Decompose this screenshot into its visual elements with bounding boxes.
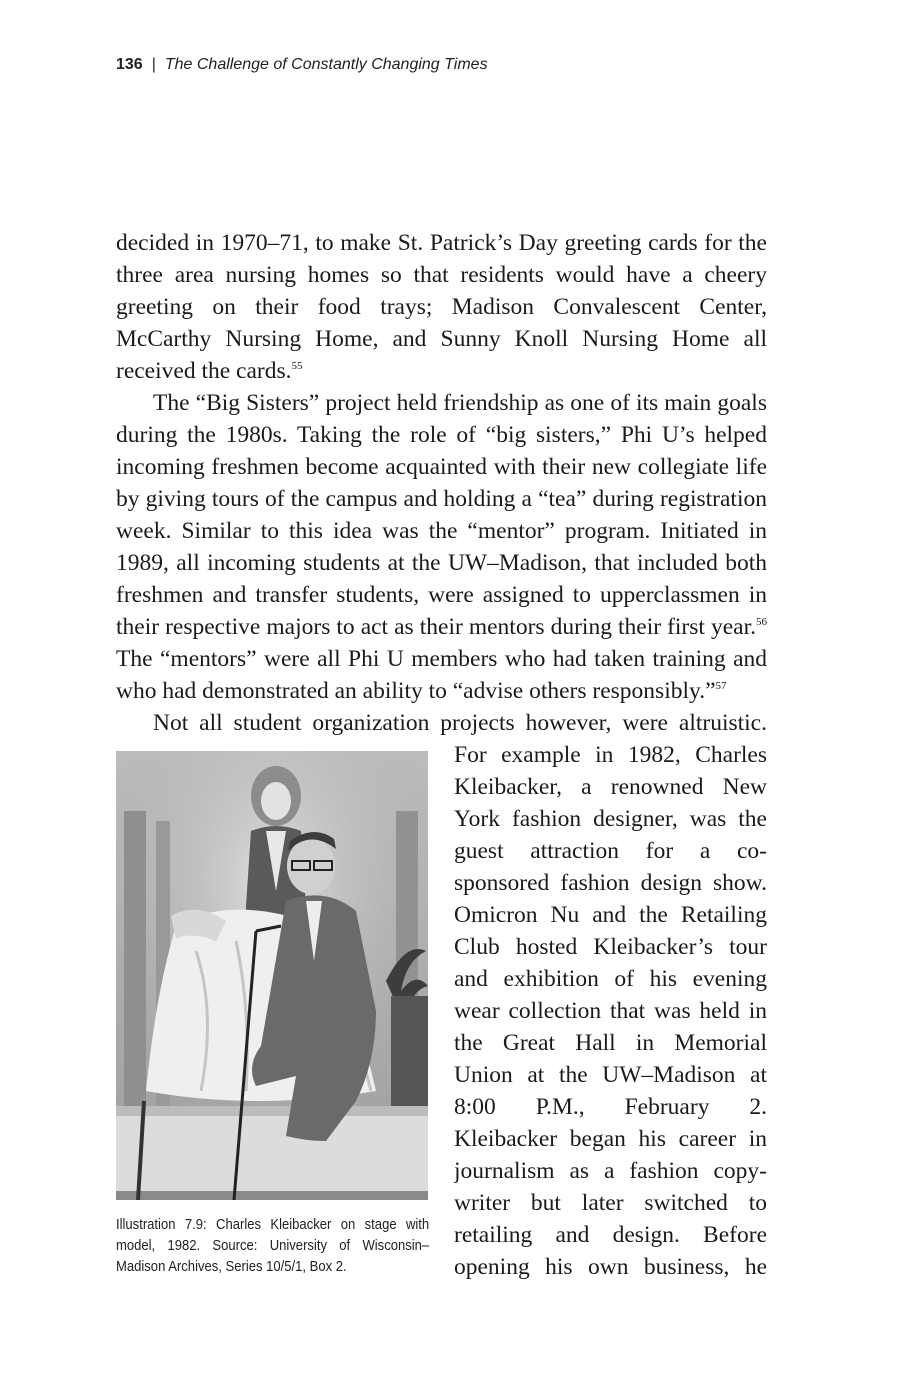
para3-col-line-14: journalism as a fashion copy- bbox=[454, 1158, 767, 1184]
footnote-56: 56 bbox=[756, 616, 767, 628]
para2-line-8 bbox=[116, 611, 767, 643]
figure-caption: Illustration 7.9: Charles Kleibacker on stage with model, 1982. Source: University of Wisconsin–Madison Archives, Series 10/5/1, Box 2. bbox=[116, 1217, 430, 1275]
para2-line-6: 1989, all incoming students at the UW–Madison, that included both bbox=[116, 550, 767, 576]
para3-col-line-7: Club hosted Kleibacker’s tour bbox=[454, 934, 767, 960]
running-header bbox=[116, 56, 488, 74]
para2-line-2: during the 1980s. Taking the role of “big sisters,” Phi U’s helped bbox=[116, 422, 767, 448]
header-separator: | bbox=[151, 56, 156, 73]
para3-col-line-8: and exhibition of his evening bbox=[454, 966, 767, 992]
para3-col-line-3: York fashion designer, was the bbox=[454, 806, 767, 832]
running-title: The Challenge of Constantly Changing Times bbox=[164, 56, 488, 73]
para3-col-line-9: wear collection that was held in bbox=[454, 998, 767, 1024]
para2-line-4: by giving tours of the campus and holding a “tea” during registration bbox=[116, 486, 767, 512]
para1-last-text: received the cards. bbox=[116, 358, 292, 384]
para3-col-line-13: Kleibacker began his career in bbox=[454, 1126, 767, 1152]
para2-line-3: incoming freshmen become acquainted with their new collegiate life bbox=[116, 454, 767, 480]
para3-col-line-5: sponsored fashion design show. bbox=[454, 870, 767, 896]
footnote-57: 57 bbox=[715, 680, 727, 692]
para1-line-2: three area nursing homes so that residents would have a cheery bbox=[116, 262, 767, 288]
para2-last-line bbox=[116, 675, 767, 707]
para3-line-1: Not all student organization projects however, were altruistic. bbox=[153, 710, 767, 736]
para1-last-line bbox=[116, 355, 767, 387]
para3-col-line-1: For example in 1982, Charles bbox=[454, 742, 767, 768]
para2-line-9: The “mentors” were all Phi U members who had taken training and bbox=[116, 646, 767, 672]
para2-line-5: week. Similar to this idea was the “mentor” program. Initiated in bbox=[116, 518, 767, 544]
para1-line-3: greeting on their food trays; Madison Convalescent Center, bbox=[116, 294, 767, 320]
para3-col-line-4: guest attraction for a co- bbox=[454, 838, 767, 864]
para3-col-line-15: writer but later switched to bbox=[454, 1190, 767, 1216]
para3-col-line-6: Omicron Nu and the Retailing bbox=[454, 902, 767, 928]
figure-photo bbox=[116, 751, 428, 1200]
stage-photo-illustration bbox=[116, 751, 428, 1200]
para3-col-line-11: Union at the UW–Madison at bbox=[454, 1062, 767, 1088]
para2-last-text: who had demonstrated an ability to “advise others responsibly.” bbox=[116, 678, 716, 704]
para2-line-8-text: their respective majors to act as their mentors during their first year. bbox=[116, 614, 756, 640]
para2-line-7: freshmen and transfer students, were assigned to upperclassmen in bbox=[116, 582, 767, 608]
para3-col-line-10: the Great Hall in Memorial bbox=[454, 1030, 767, 1056]
para2-line-1: The “Big Sisters” project held friendship as one of its main goals bbox=[153, 390, 767, 416]
para1-line-4: McCarthy Nursing Home, and Sunny Knoll Nursing Home all bbox=[116, 326, 767, 352]
para3-col-line-17: opening his own business, he bbox=[454, 1254, 767, 1280]
page-number: 136 bbox=[116, 56, 143, 73]
para1-line-1: decided in 1970–71, to make St. Patrick’s Day greeting cards for the bbox=[116, 230, 767, 256]
para3-col-line-12: 8:00 P.M., February 2. bbox=[454, 1094, 767, 1120]
para3-col-line-2: Kleibacker, a renowned New bbox=[454, 774, 767, 800]
para3-col-line-16: retailing and design. Before bbox=[454, 1222, 767, 1248]
footnote-55: 55 bbox=[291, 360, 303, 372]
